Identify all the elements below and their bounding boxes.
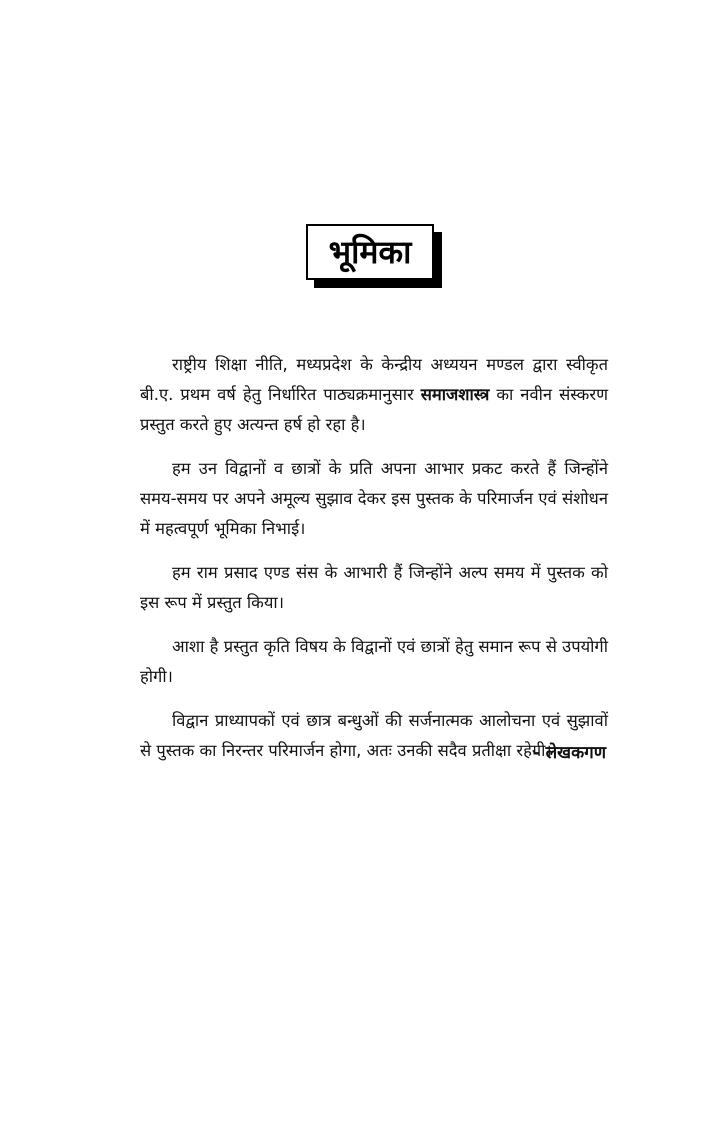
paragraph-1 [140, 350, 608, 440]
paragraph-4: आशा है प्रस्तुत कृति विषय के विद्वानों एवं छात्रों हेतु समान रूप से उपयोगी होगी। [140, 637, 608, 686]
paragraph-3: हम राम प्रसाद एण्ड संस के आभारी हैं जिन्होंने अल्प समय में पुस्तक को इस रूप में प्रस्तुत किया। [140, 563, 608, 612]
paragraph-2: हम उन विद्वानों व छात्रों के प्रति अपना आभार प्रकट करते हैं जिन्होंने समय-समय पर अपने अमूल्य सुझाव देकर इस पुस्तक के परिमार्जन एवं संशोधन में महत्वपूर्ण भूमिका निभाई। [140, 459, 608, 538]
paragraph-1-text-start: राष्ट्रीय शिक्षा नीति, मध्यप्रदेश के केन्द्रीय अध्ययन मण्डल द्वारा स्वीकृत बी.ए. प्रथम वर्ष हेतु निर्धारित पाठ्यक्रमानुसार [140, 355, 608, 404]
page-title: भूमिका [328, 233, 412, 271]
paragraph-5: विद्वान प्राध्यापकों एवं छात्र बन्धुओं की सर्जनात्मक आलोचना एवं सुझावों से पुस्तक का निरन्तर परिमार्जन होगा, अतः उनकी सदैव प्रतीक्षा रहेगी। [140, 711, 608, 760]
title-frame [306, 224, 434, 280]
preface-body [140, 350, 608, 780]
subject-name: समाजशास्त्र [420, 385, 490, 404]
title-box [306, 224, 434, 280]
author-signature: - लेखकगण [532, 743, 606, 763]
paragraph-1-text-end: का नवीन संस्करण प्रस्तुत करते हुए अत्यन्त हर्ष हो रहा है। [140, 385, 608, 434]
